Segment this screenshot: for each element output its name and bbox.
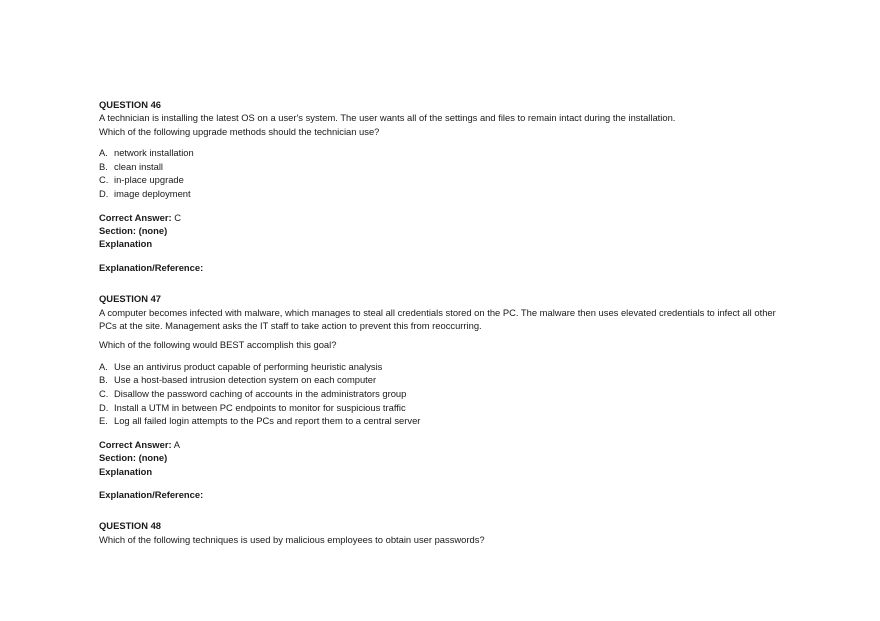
correct-answer xyxy=(99,211,779,224)
correct-answer-label: Correct Answer: xyxy=(99,438,172,450)
option-letter: E. xyxy=(99,415,108,427)
answer-options xyxy=(99,146,779,200)
option-text: Install a UTM in between PC endpoints to monitor for suspicious traffic xyxy=(114,401,406,413)
option-letter: C. xyxy=(99,174,109,186)
question-stem: A computer becomes infected with malware, which manages to steal all credentials stored on the PC. The malware then uses elevated credentials to infect all other PCs at the site. Management asks the IT staff to take action to prevent this from reoccurring. xyxy=(99,306,776,332)
option-text: Use a host-based intrusion detection system on each computer xyxy=(114,374,377,386)
question-48 xyxy=(99,519,779,546)
question-heading: QUESTION 48 xyxy=(99,520,161,532)
option-b xyxy=(99,373,779,387)
option-c xyxy=(99,387,779,401)
question-stem: Which of the following would BEST accomplish this goal? xyxy=(99,339,337,351)
option-letter: B. xyxy=(99,374,108,386)
option-text: image deployment xyxy=(114,188,191,199)
explanation-line: Explanation xyxy=(99,465,153,477)
correct-answer xyxy=(99,438,779,451)
question-heading: QUESTION 47 xyxy=(99,293,161,305)
option-d xyxy=(99,187,779,201)
option-e xyxy=(99,414,779,428)
explanation-reference: Explanation/Reference: xyxy=(99,489,204,501)
option-b xyxy=(99,160,779,174)
correct-answer-value: A xyxy=(173,438,180,450)
option-text: Log all failed login attempts to the PCs and report them to a central server xyxy=(114,415,421,427)
question-47 xyxy=(99,292,779,501)
option-text: network installation xyxy=(114,147,194,159)
option-letter: A. xyxy=(99,360,108,372)
section-line: Section: (none) xyxy=(99,452,168,464)
option-letter: D. xyxy=(99,188,109,199)
option-letter: B. xyxy=(99,160,108,172)
option-c xyxy=(99,173,779,187)
option-letter: C. xyxy=(99,388,109,400)
option-letter: A. xyxy=(99,147,108,159)
option-text: clean install xyxy=(114,160,163,172)
option-a xyxy=(99,360,779,374)
explanation-reference: Explanation/Reference: xyxy=(99,261,204,273)
answer-options xyxy=(99,360,779,428)
option-d xyxy=(99,401,779,415)
correct-answer-value: C xyxy=(174,211,181,223)
question-stem: Which of the following upgrade methods should the technician use? xyxy=(99,125,380,137)
section-line: Section: (none) xyxy=(99,225,168,236)
option-a xyxy=(99,146,779,160)
option-text: Use an antivirus product capable of performing heuristic analysis xyxy=(114,360,383,372)
option-text: in-place upgrade xyxy=(114,174,184,186)
question-stem: Which of the following techniques is used by malicious employees to obtain user passwords? xyxy=(99,533,485,545)
option-text: Disallow the password caching of accounts in the administrators group xyxy=(114,388,407,400)
question-stem: A technician is installing the latest OS on a user's system. The user wants all of the settings and files to remain intact during the installation. xyxy=(99,112,676,124)
question-heading: QUESTION 46 xyxy=(99,99,161,110)
document-page xyxy=(99,98,779,558)
explanation-line: Explanation xyxy=(99,238,153,250)
option-letter: D. xyxy=(99,401,109,413)
question-46 xyxy=(99,98,779,274)
correct-answer-label: Correct Answer: xyxy=(99,211,172,223)
